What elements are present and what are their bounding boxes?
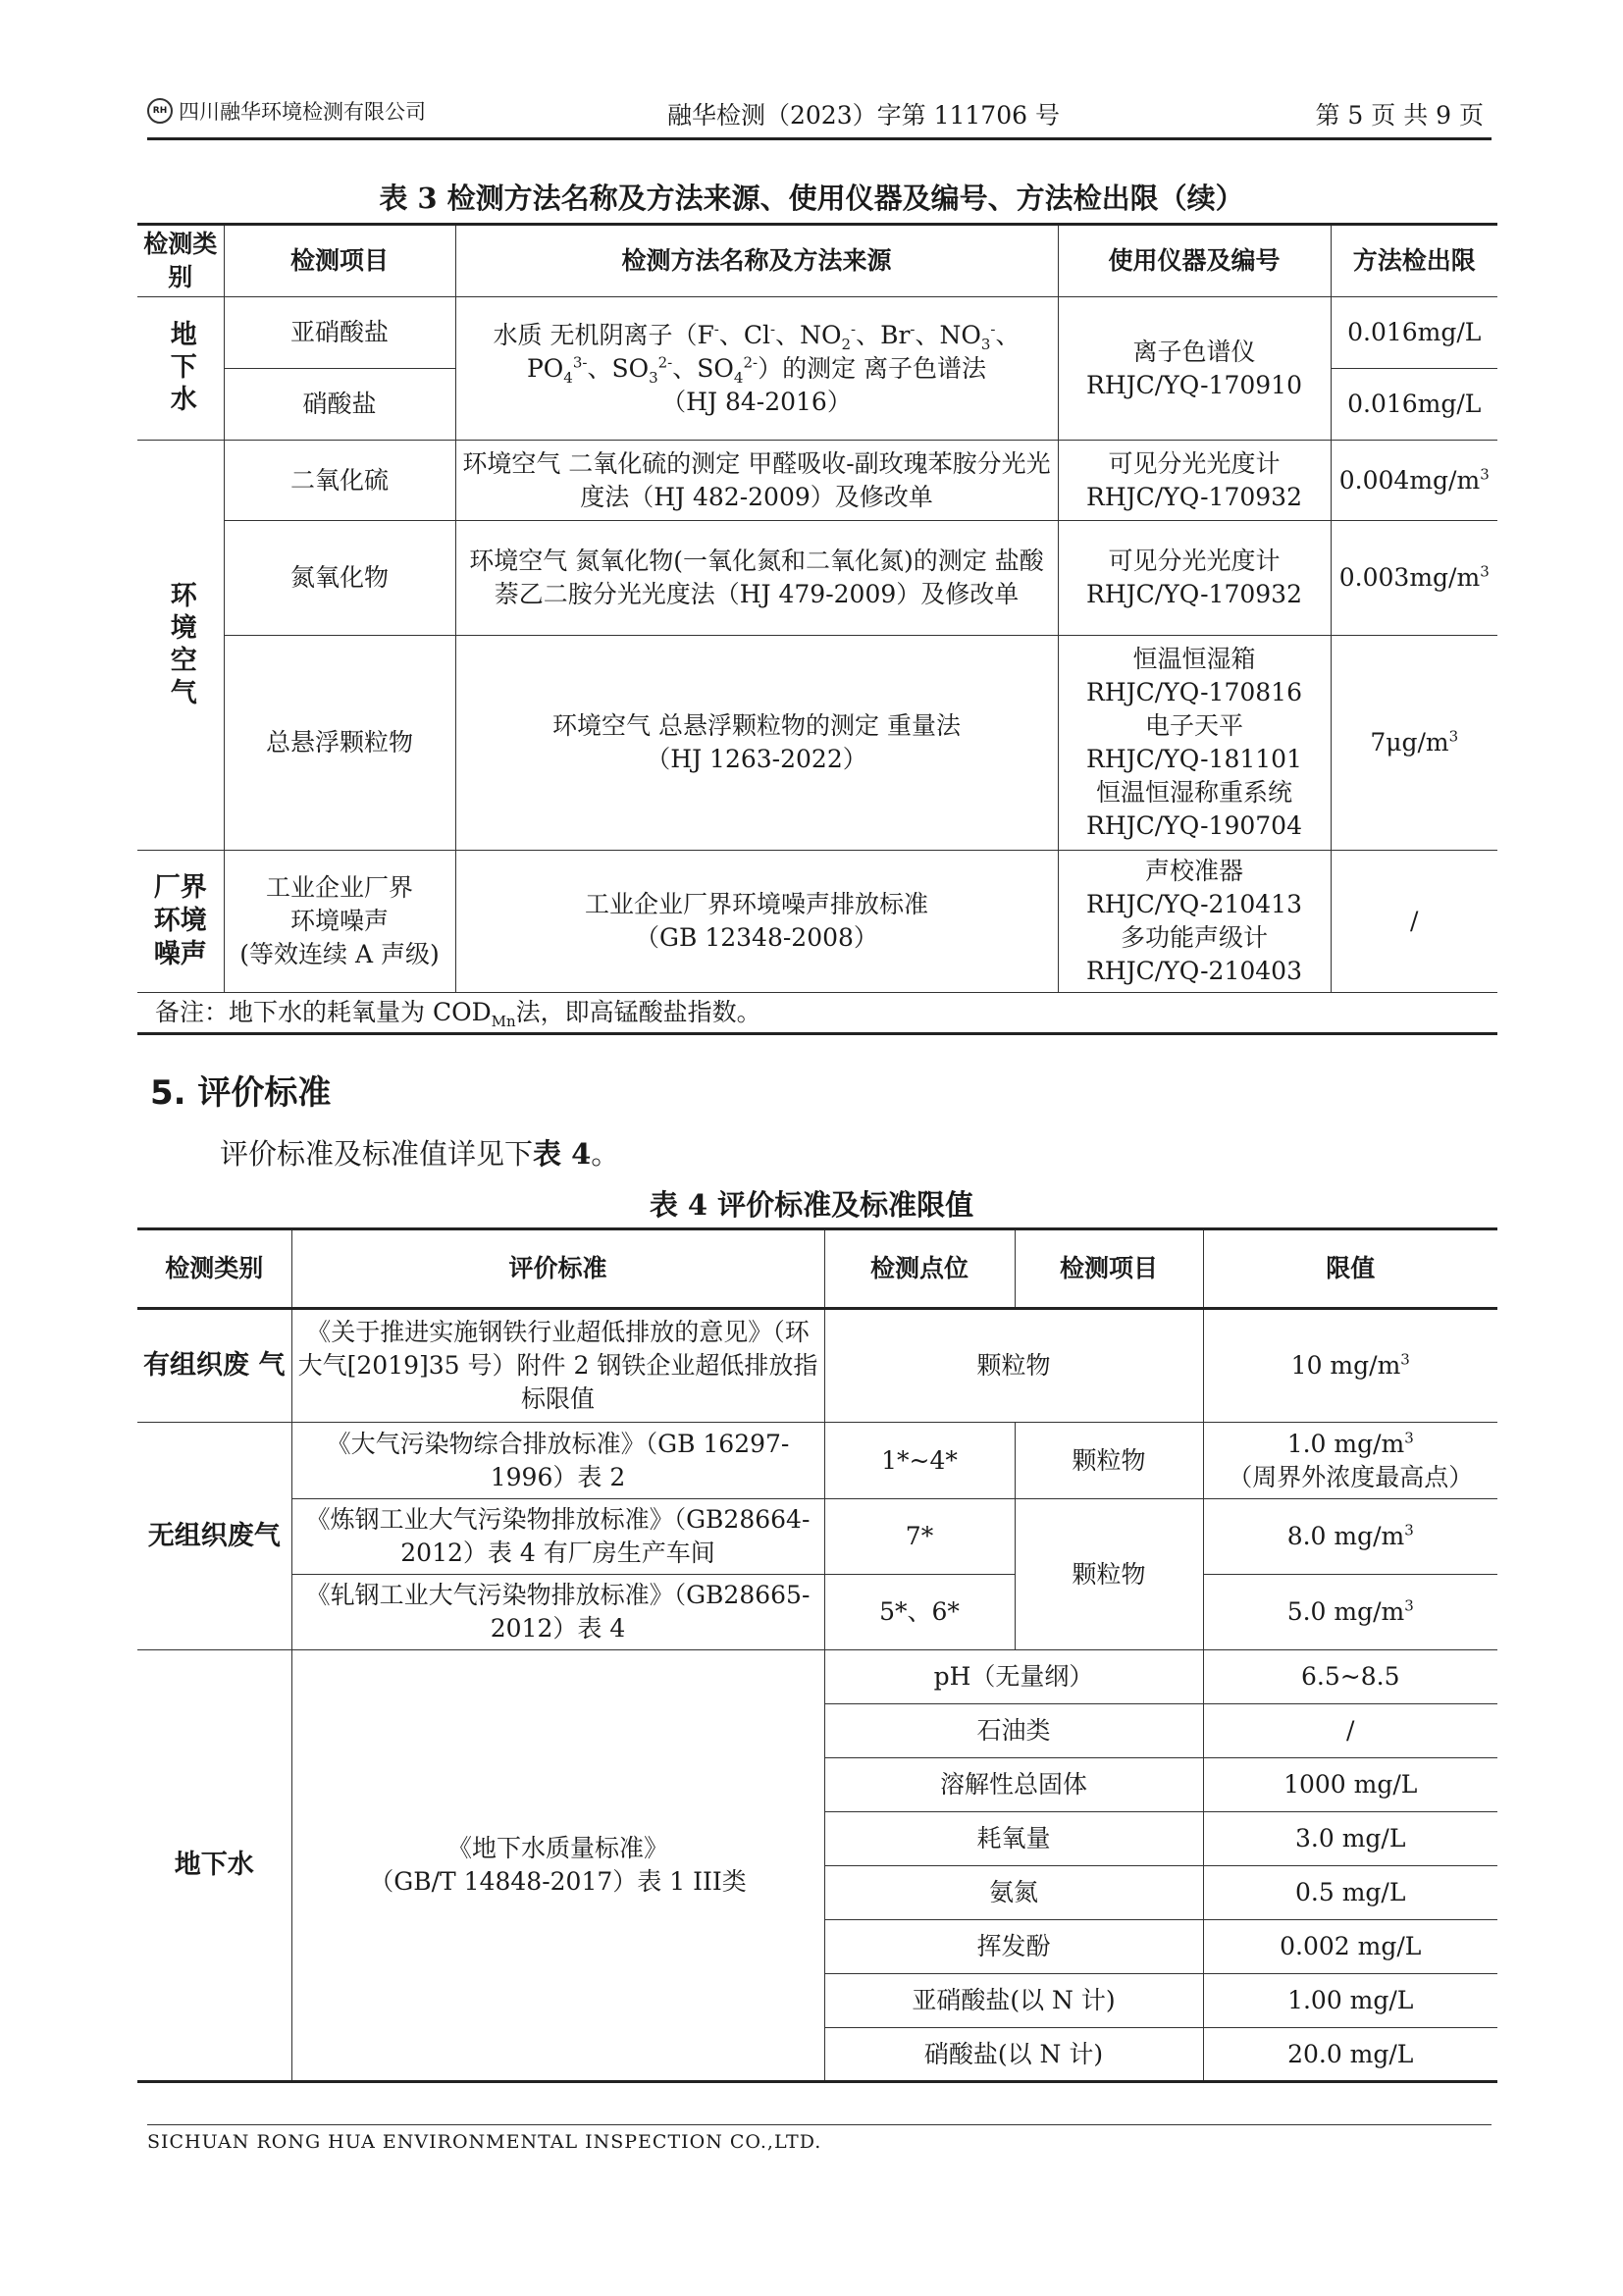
gw-limit: 0.002 mg/L xyxy=(1203,1920,1497,1974)
method-tsp: 环境空气 总悬浮颗粒物的测定 重量法 （HJ 1263-2022） xyxy=(455,636,1058,851)
table-row xyxy=(137,636,1497,851)
limit-nox: $0.003mg/m^3$ xyxy=(1331,521,1497,636)
table4-caption: 表 4 评价标准及标准限值 xyxy=(649,1188,974,1222)
section-5-title: 5. 评价标准 xyxy=(150,1073,332,1113)
table4-header-limit: 限值 xyxy=(1203,1229,1497,1309)
table-row xyxy=(137,297,1497,369)
instrument-nox: 可见分光光度计 RHJC/YQ-170932 xyxy=(1058,521,1331,636)
standard-gbt14848: 《地下水质量标准》 （GB/T 14848-2017）表 1 III类 xyxy=(291,1650,824,2082)
category-groundwater-4: 地下水 xyxy=(137,1650,291,2082)
limit-organized-particulate: 10 $mg/m^3$ xyxy=(1203,1309,1497,1423)
table-row xyxy=(137,1575,1497,1650)
company-text: 四川融华环境检测有限公司 xyxy=(179,100,426,124)
limit-tsp: $7\mu g/m^3$ xyxy=(1331,636,1497,851)
table3-header-method: 检测方法名称及方法来源 xyxy=(455,225,1058,297)
gw-limit: 20.0 mg/L xyxy=(1203,2028,1497,2082)
limit-nitrate: 0.016mg/L xyxy=(1331,369,1497,441)
company-logo-icon: RH xyxy=(147,98,173,124)
limit-nitrite: 0.016mg/L xyxy=(1331,297,1497,369)
report-number: 融华检测（2023）字第 111706 号 xyxy=(667,101,1060,130)
gw-limit: 1.00 mg/L xyxy=(1203,1974,1497,2028)
item-tsp: 总悬浮颗粒物 xyxy=(224,636,455,851)
gw-limit: / xyxy=(1203,1704,1497,1758)
table4-header-item: 检测项目 xyxy=(1015,1229,1203,1309)
page-header xyxy=(147,94,1492,140)
table-row xyxy=(137,1499,1497,1575)
gw-item: 挥发酚 xyxy=(824,1920,1203,1974)
table-row xyxy=(137,1309,1497,1423)
gw-item: 耗氧量 xyxy=(824,1812,1203,1866)
item-nox: 氮氧化物 xyxy=(224,521,455,636)
item-particulate-2: 颗粒物 xyxy=(1015,1499,1203,1650)
limit-so2: $0.004mg/m^3$ xyxy=(1331,441,1497,521)
table3-caption: 表 3 检测方法名称及方法来源、使用仪器及编号、方法检出限（续） xyxy=(379,182,1244,215)
table-row xyxy=(137,1423,1497,1499)
instrument-ion-chromatograph: 离子色谱仪 RHJC/YQ-170910 xyxy=(1058,297,1331,441)
table4-header-point: 检测点位 xyxy=(824,1229,1015,1309)
table3-header-category: 检测类别 xyxy=(137,225,224,297)
table3-header-instrument: 使用仪器及编号 xyxy=(1058,225,1331,297)
limit-particulate-2: 8.0 $mg/m^3$ xyxy=(1203,1499,1497,1575)
page-footer: SICHUAN RONG HUA ENVIRONMENTAL INSPECTION CO.,LTD. xyxy=(147,2124,1492,2153)
table3-note-row xyxy=(137,993,1497,1034)
gw-item: 氨氮 xyxy=(824,1866,1203,1920)
category-organized-gas: 有组织废 气 xyxy=(137,1309,291,1423)
item-nitrite: 亚硝酸盐 xyxy=(224,297,455,369)
point-5-6: 5*、6* xyxy=(824,1575,1015,1650)
instrument-noise: 声校准器 RHJC/YQ-210413 多功能声级计 RHJC/YQ-210403 xyxy=(1058,851,1331,993)
instrument-tsp: 恒温恒湿箱 RHJC/YQ-170816 电子天平 RHJC/YQ-181101 恒温恒湿称重系统 RHJC/YQ-190704 xyxy=(1058,636,1331,851)
instrument-so2: 可见分光光度计 RHJC/YQ-170932 xyxy=(1058,441,1331,521)
table3-header-row xyxy=(137,225,1497,297)
section-5-paragraph: 评价标准及标准值详见下表 4。 xyxy=(220,1137,620,1171)
limit-noise: / xyxy=(1331,851,1497,993)
method-noise: 工业企业厂界环境噪声排放标准 （GB 12348-2008） xyxy=(455,851,1058,993)
method-ion-chromatography: 水质 无机阴离子（F-、Cl-、$NO_2^-$、Br-、$NO_3^-$、$PO_4^{3-}$、$SO_3^{2-}$、$SO_4^{2-}$）的测定 离子色谱法 （HJ 84-2016） xyxy=(455,297,1058,441)
point-1-4: 1*~4* xyxy=(824,1423,1015,1499)
limit-particulate-3: 5.0 $mg/m^3$ xyxy=(1203,1575,1497,1650)
limit-particulate-1: 1.0 $mg/m^3$ （周界外浓度最高点） xyxy=(1203,1423,1497,1499)
table3-methods xyxy=(137,223,1497,1035)
table-row xyxy=(137,441,1497,521)
gw-limit: 1000 mg/L xyxy=(1203,1758,1497,1812)
gw-item: 石油类 xyxy=(824,1704,1203,1758)
method-nox: 环境空气 氮氧化物(一氧化氮和二氧化氮)的测定 盐酸萘乙二胺分光光度法（HJ 479-2009）及修改单 xyxy=(455,521,1058,636)
item-organized-particulate: 颗粒物 xyxy=(824,1309,1203,1423)
page-number: 第 5 页 共 9 页 xyxy=(1315,101,1484,130)
table3-header-item: 检测项目 xyxy=(224,225,455,297)
table3-note: 备注：地下水的耗氧量为 $COD_{Mn}$法，即高锰酸盐指数。 xyxy=(137,993,1497,1034)
standard-gb28664: 《炼钢工业大气污染物排放标准》（GB28664-2012）表 4 有厂房生产车间 xyxy=(291,1499,824,1575)
category-unorganized-gas: 无组织废气 xyxy=(137,1423,291,1650)
method-so2: 环境空气 二氧化硫的测定 甲醛吸收-副玫瑰苯胺分光光度法（HJ 482-2009）及修改单 xyxy=(455,441,1058,521)
table3-header-limit: 方法检出限 xyxy=(1331,225,1497,297)
table-row xyxy=(137,521,1497,636)
gw-item: 硝酸盐(以 N 计) xyxy=(824,2028,1203,2082)
gw-limit: 3.0 mg/L xyxy=(1203,1812,1497,1866)
gw-limit: 0.5 mg/L xyxy=(1203,1866,1497,1920)
item-nitrate: 硝酸盐 xyxy=(224,369,455,441)
company-name xyxy=(147,96,426,126)
gw-item: pH（无量纲） xyxy=(824,1650,1203,1704)
item-so2: 二氧化硫 xyxy=(224,441,455,521)
category-ambient-air: 环境空气 xyxy=(137,441,224,851)
standard-gb16297: 《大气污染物综合排放标准》（GB 16297-1996）表 2 xyxy=(291,1423,824,1499)
category-noise: 厂界 环境 噪声 xyxy=(137,851,224,993)
standard-ultra-low-emission: 《关于推进实施钢铁行业超低排放的意见》（环大气[2019]35 号）附件 2 钢铁企业超低排放指标限值 xyxy=(291,1309,824,1423)
standard-gb28665: 《轧钢工业大气污染物排放标准》（GB28665-2012）表 4 xyxy=(291,1575,824,1650)
table4-header-category: 检测类别 xyxy=(137,1229,291,1309)
gw-item: 亚硝酸盐(以 N 计) xyxy=(824,1974,1203,2028)
gw-item: 溶解性总固体 xyxy=(824,1758,1203,1812)
table-row xyxy=(137,1650,1497,1704)
point-7: 7* xyxy=(824,1499,1015,1575)
table4-standards xyxy=(137,1227,1497,2083)
table4-header-standard: 评价标准 xyxy=(291,1229,824,1309)
gw-limit: 6.5~8.5 xyxy=(1203,1650,1497,1704)
table4-header-row xyxy=(137,1229,1497,1309)
item-noise: 工业企业厂界 环境噪声 (等效连续 A 声级) xyxy=(224,851,455,993)
table-row xyxy=(137,851,1497,993)
category-groundwater: 地下水 xyxy=(137,297,224,441)
item-particulate-1: 颗粒物 xyxy=(1015,1423,1203,1499)
